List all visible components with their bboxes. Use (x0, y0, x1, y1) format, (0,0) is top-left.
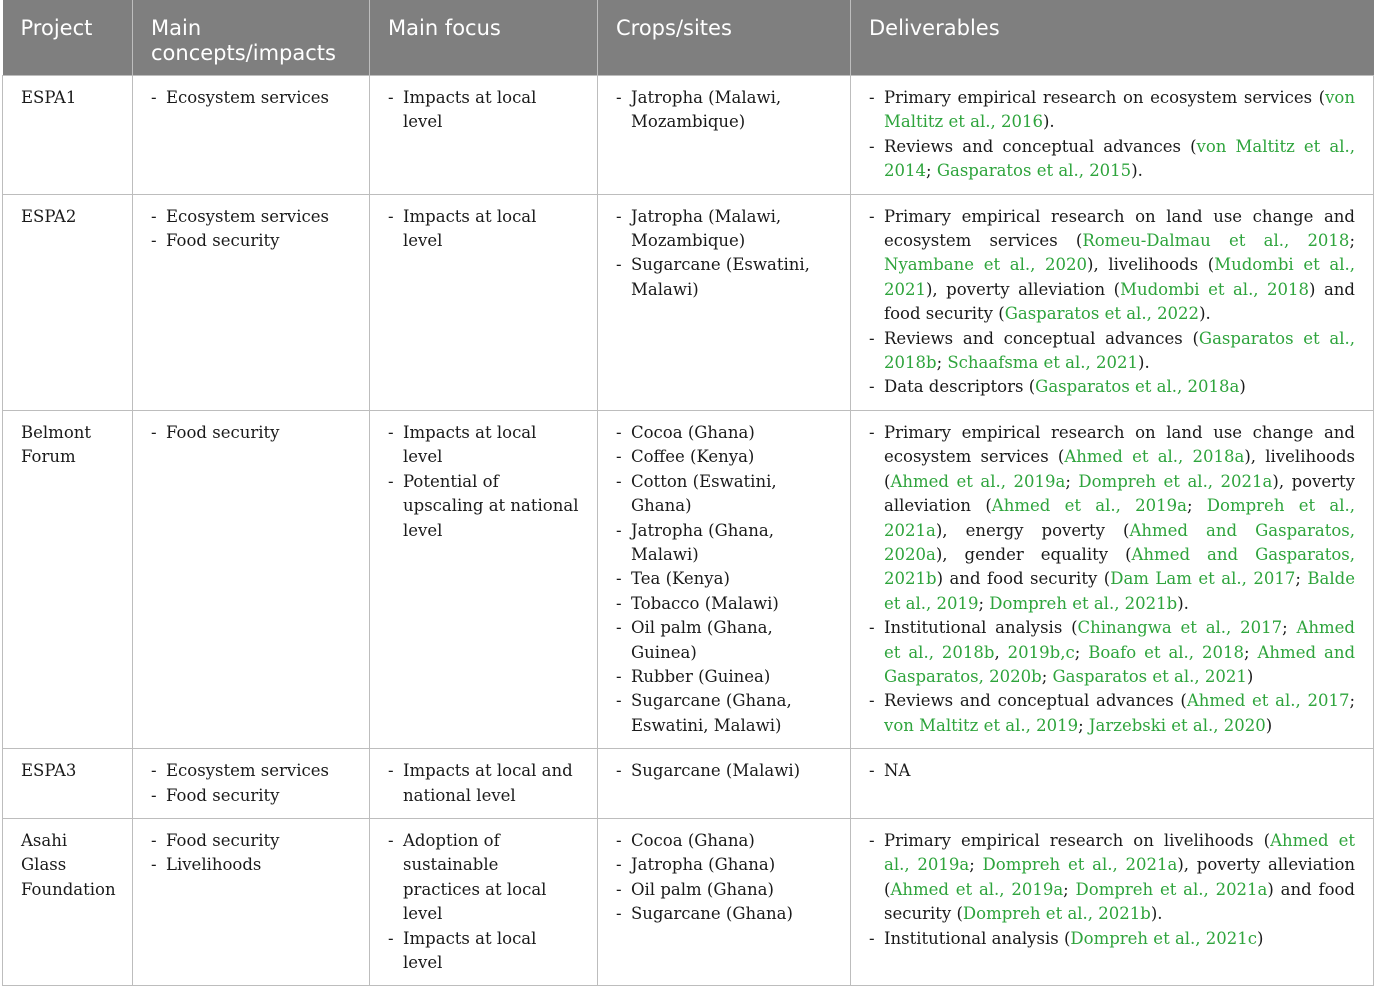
deliverable-text: Reviews and conceptual advances ( (884, 136, 1197, 156)
crop-item: - Jatropha (Malawi, Mozambique) (616, 205, 832, 254)
concept-item: - Food security (151, 784, 351, 808)
deliverable-text: ; (936, 353, 948, 373)
focus-cell (370, 749, 598, 819)
deliverables-cell (851, 818, 1374, 985)
crop-list (616, 86, 832, 135)
crop-item: - Sugarcane (Eswatini, Malawi) (616, 253, 832, 302)
deliverable-item (869, 689, 1355, 738)
citation-link[interactable]: Dompreh et al., 2021c (1070, 928, 1258, 948)
crop-item: - Oil palm (Ghana) (616, 878, 832, 902)
citation-link[interactable]: Romeu-Dalmau et al., 2018 (1082, 231, 1350, 251)
concept-item: - Food security (151, 229, 351, 253)
crops-cell (598, 194, 851, 410)
table-row (3, 76, 1374, 195)
citation-link[interactable]: von Maltitz et al., 2016 (884, 88, 1355, 132)
focus-item: - Impacts at local level (388, 421, 579, 470)
focus-item: - Impacts at local level (388, 86, 579, 135)
concept-item: - Food security (151, 421, 351, 445)
deliverable-text: ). (1150, 904, 1163, 924)
projects-table (2, 0, 1374, 986)
deliverable-list (869, 205, 1355, 400)
deliverable-list (869, 759, 1355, 783)
table-row (3, 194, 1374, 410)
citation-link[interactable]: Ahmed et al., 2018a (1064, 447, 1245, 467)
deliverable-item (869, 616, 1355, 689)
citation-link[interactable]: 2019b,c (1007, 642, 1075, 662)
focus-list (388, 829, 579, 975)
deliverable-text: ) (1246, 666, 1254, 686)
deliverable-text: ) and food security ( (884, 879, 1355, 924)
citation-link[interactable]: Gasparatos et al., 2018b (884, 328, 1355, 373)
deliverable-text: ; (1282, 618, 1297, 638)
table-row (3, 818, 1374, 985)
table-row (3, 749, 1374, 819)
focus-item: - Impacts at local level (388, 205, 579, 254)
concepts-cell (133, 749, 370, 819)
citation-link[interactable]: Dompreh et al., 2021b (989, 593, 1178, 613)
deliverable-text: Data descriptors ( (884, 377, 1036, 397)
citation-link[interactable]: Dompreh et al., 2021b (962, 904, 1151, 924)
citation-link[interactable]: Ahmed and Gasparatos, 2021b (884, 544, 1355, 589)
crop-item: - Sugarcane (Ghana) (616, 902, 832, 926)
concept-list (151, 759, 351, 808)
header-main-concepts: Main concepts/impacts (133, 0, 370, 76)
deliverable-text: ; (1186, 496, 1207, 516)
deliverable-text: ; (1063, 879, 1076, 899)
deliverable-text: ; (1349, 231, 1355, 251)
deliverable-text: Reviews and conceptual advances ( (884, 328, 1199, 348)
focus-item: - Potential of upscaling at national level (388, 470, 579, 543)
deliverable-text: Primary empirical research on livelihoods ( (884, 830, 1271, 850)
crop-item: - Tea (Kenya) (616, 567, 832, 591)
crop-item: - Cotton (Eswatini, Ghana) (616, 470, 832, 519)
crops-cell (598, 818, 851, 985)
project-name: ESPA2 (3, 194, 133, 410)
deliverable-text: ), poverty alleviation ( (884, 855, 1356, 899)
citation-link[interactable]: Dompreh et al., 2021a (982, 855, 1178, 875)
deliverables-cell (851, 76, 1374, 195)
deliverable-text: ), gender equality ( (935, 544, 1132, 564)
crop-item: - Jatropha (Ghana, Malawi) (616, 519, 832, 568)
focus-item: - Impacts at local level (388, 927, 579, 976)
crops-cell (598, 749, 851, 819)
crop-item: - Oil palm (Ghana, Guinea) (616, 616, 832, 665)
crops-cell (598, 410, 851, 748)
citation-link[interactable]: Ahmed et al., 2019a (884, 830, 1355, 875)
crop-list (616, 829, 832, 927)
crop-item: - Cocoa (Ghana) (616, 421, 832, 445)
project-name: ESPA3 (3, 749, 133, 819)
concepts-cell (133, 194, 370, 410)
concept-item: - Ecosystem services (151, 759, 351, 783)
concept-list (151, 86, 351, 110)
header-main-focus: Main focus (370, 0, 598, 76)
deliverables-cell (851, 194, 1374, 410)
deliverable-text: Reviews and conceptual advances ( (884, 691, 1187, 711)
citation-link[interactable]: Gasparatos et al., 2015 (936, 161, 1132, 181)
citation-link[interactable]: Ahmed et al., 2019a (890, 471, 1066, 491)
concept-list (151, 421, 351, 445)
focus-cell (370, 410, 598, 748)
deliverable-list (869, 829, 1355, 951)
citation-link[interactable]: Dompreh et al., 2021a (884, 496, 1355, 540)
focus-cell (370, 76, 598, 195)
citation-link[interactable]: von Maltitz et al., 2019 (884, 715, 1079, 735)
citation-link[interactable]: Gasparatos et al., 2022 (1004, 304, 1200, 324)
project-name: ESPA1 (3, 76, 133, 195)
project-name: Belmont Forum (3, 410, 133, 748)
citation-link[interactable]: Ahmed et al., 2017 (1186, 691, 1350, 711)
deliverable-text: ), poverty alleviation ( (926, 279, 1121, 299)
citation-link[interactable]: Jarzebski et al., 2020 (1088, 715, 1266, 735)
deliverable-text: ) (1265, 715, 1273, 735)
crop-item: - Cocoa (Ghana) (616, 829, 832, 853)
deliverable-item (869, 829, 1355, 927)
deliverable-text: ). (1199, 304, 1211, 324)
deliverable-text: ; (978, 593, 990, 613)
deliverable-text: NA (884, 761, 911, 781)
header-crops-sites: Crops/sites (598, 0, 851, 76)
deliverables-cell (851, 410, 1374, 748)
citation-link[interactable]: Ahmed et al., 2018b (884, 618, 1355, 662)
citation-link[interactable]: Schaafsma et al., 2021 (947, 353, 1139, 373)
deliverable-text: Primary empirical research on ecosystem services ( (884, 88, 1326, 107)
deliverable-list (869, 86, 1355, 184)
concept-item: - Ecosystem services (151, 205, 351, 229)
deliverable-text: ), poverty alleviation ( (884, 471, 1356, 516)
deliverable-text: ). (1131, 161, 1143, 181)
citation-link[interactable]: Gasparatos et al., 2021 (1052, 666, 1247, 686)
header-deliverables: Deliverables (851, 0, 1374, 76)
concept-item: - Ecosystem services (151, 86, 351, 110)
deliverable-text: , (994, 642, 1008, 662)
focus-list (388, 421, 579, 543)
deliverable-item (869, 86, 1355, 135)
citation-link[interactable]: Balde et al., 2019 (884, 569, 1355, 613)
concept-list (151, 829, 351, 878)
deliverable-text: Institutional analysis ( (884, 618, 1078, 638)
deliverable-text: ). (1177, 593, 1189, 613)
deliverable-text: ; (1078, 715, 1089, 735)
citation-link[interactable]: Boafo et al., 2018 (1088, 642, 1244, 662)
deliverable-text: ; (1065, 471, 1079, 491)
focus-list (388, 86, 579, 135)
deliverable-text: ; (1041, 666, 1053, 686)
table-body (3, 76, 1374, 986)
deliverable-item (869, 421, 1355, 616)
table-row (3, 410, 1374, 748)
deliverable-text: ) and food security ( (936, 569, 1111, 589)
citation-link[interactable]: Ahmed et al., 2019a (890, 879, 1064, 899)
deliverable-item (869, 135, 1355, 184)
citation-link[interactable]: Chinangwa et al., 2017 (1077, 618, 1283, 638)
crop-item: - Jatropha (Malawi, Mozambique) (616, 86, 832, 135)
deliverable-text: Institutional analysis ( (884, 928, 1071, 948)
concept-list (151, 205, 351, 254)
deliverable-text: ). (1138, 353, 1150, 373)
focus-cell (370, 818, 598, 985)
crop-item: - Jatropha (Ghana) (616, 853, 832, 877)
deliverable-item (869, 927, 1355, 951)
deliverable-text: Primary empirical research on land use change and ecosystem services ( (884, 206, 1355, 251)
project-name: Asahi Glass Foundation (3, 818, 133, 985)
citation-link[interactable]: von Maltitz et al., 2014 (884, 136, 1356, 181)
citation-link[interactable]: Ahmed and Gasparatos, 2020b (884, 642, 1356, 686)
citation-link[interactable]: Mudombi et al., 2018 (1120, 279, 1310, 299)
concepts-cell (133, 410, 370, 748)
deliverable-text: ; (1244, 642, 1258, 662)
crop-item: - Coffee (Kenya) (616, 445, 832, 469)
citation-link[interactable]: Nyambane et al., 2020 (884, 255, 1088, 275)
deliverable-text: Primary empirical research on land use change and ecosystem services ( (884, 422, 1355, 467)
deliverable-item (869, 375, 1355, 399)
deliverable-item (869, 327, 1355, 376)
focus-item: - Adoption of sustainable practices at local level (388, 829, 579, 927)
deliverable-text: ). (1042, 112, 1055, 132)
header-row (3, 0, 1374, 76)
concepts-cell (133, 76, 370, 195)
deliverable-text: ), livelihoods ( (1087, 255, 1215, 275)
crop-item: - Sugarcane (Ghana, Eswatini, Malawi) (616, 689, 832, 738)
citation-link[interactable]: Mudombi et al., 2021 (884, 255, 1356, 299)
header-project: Project (3, 0, 133, 76)
crop-item: - Rubber (Guinea) (616, 665, 832, 689)
citation-link[interactable]: Ahmed and Gasparatos, 2020a (884, 520, 1355, 564)
crop-item: - Sugarcane (Malawi) (616, 759, 832, 783)
deliverable-text: ) and food security ( (884, 279, 1355, 324)
deliverable-text: ) (1257, 928, 1264, 948)
citation-link[interactable]: Gasparatos et al., 2018a (1035, 377, 1240, 397)
focus-item: - Impacts at local and national level (388, 759, 579, 808)
focus-list (388, 759, 579, 808)
crop-list (616, 421, 832, 738)
concept-item: - Livelihoods (151, 853, 351, 877)
crop-list (616, 759, 832, 783)
deliverables-cell (851, 749, 1374, 819)
deliverable-item (869, 205, 1355, 327)
focus-cell (370, 194, 598, 410)
concepts-cell (133, 818, 370, 985)
deliverable-text: ; (1074, 642, 1089, 662)
deliverable-text: ; (926, 161, 937, 181)
deliverable-text: ) (1239, 377, 1246, 397)
deliverable-text: ), energy poverty ( (935, 520, 1130, 540)
deliverable-text: ; (1295, 569, 1308, 589)
crop-list (616, 205, 832, 303)
deliverable-text: ; (969, 855, 983, 875)
citation-link[interactable]: Dompreh et al., 2021a (1075, 879, 1268, 899)
deliverable-item (869, 759, 1355, 783)
crops-cell (598, 76, 851, 195)
deliverable-text: ; (1349, 691, 1356, 711)
citation-link[interactable]: Ahmed et al., 2019a (991, 496, 1187, 516)
concept-item: - Food security (151, 829, 351, 853)
focus-list (388, 205, 579, 254)
deliverable-text: ), livelihoods ( (884, 447, 1355, 491)
crop-item: - Tobacco (Malawi) (616, 592, 832, 616)
citation-link[interactable]: Dompreh et al., 2021a (1078, 471, 1273, 491)
deliverable-list (869, 421, 1355, 738)
citation-link[interactable]: Dam Lam et al., 2017 (1110, 569, 1296, 589)
